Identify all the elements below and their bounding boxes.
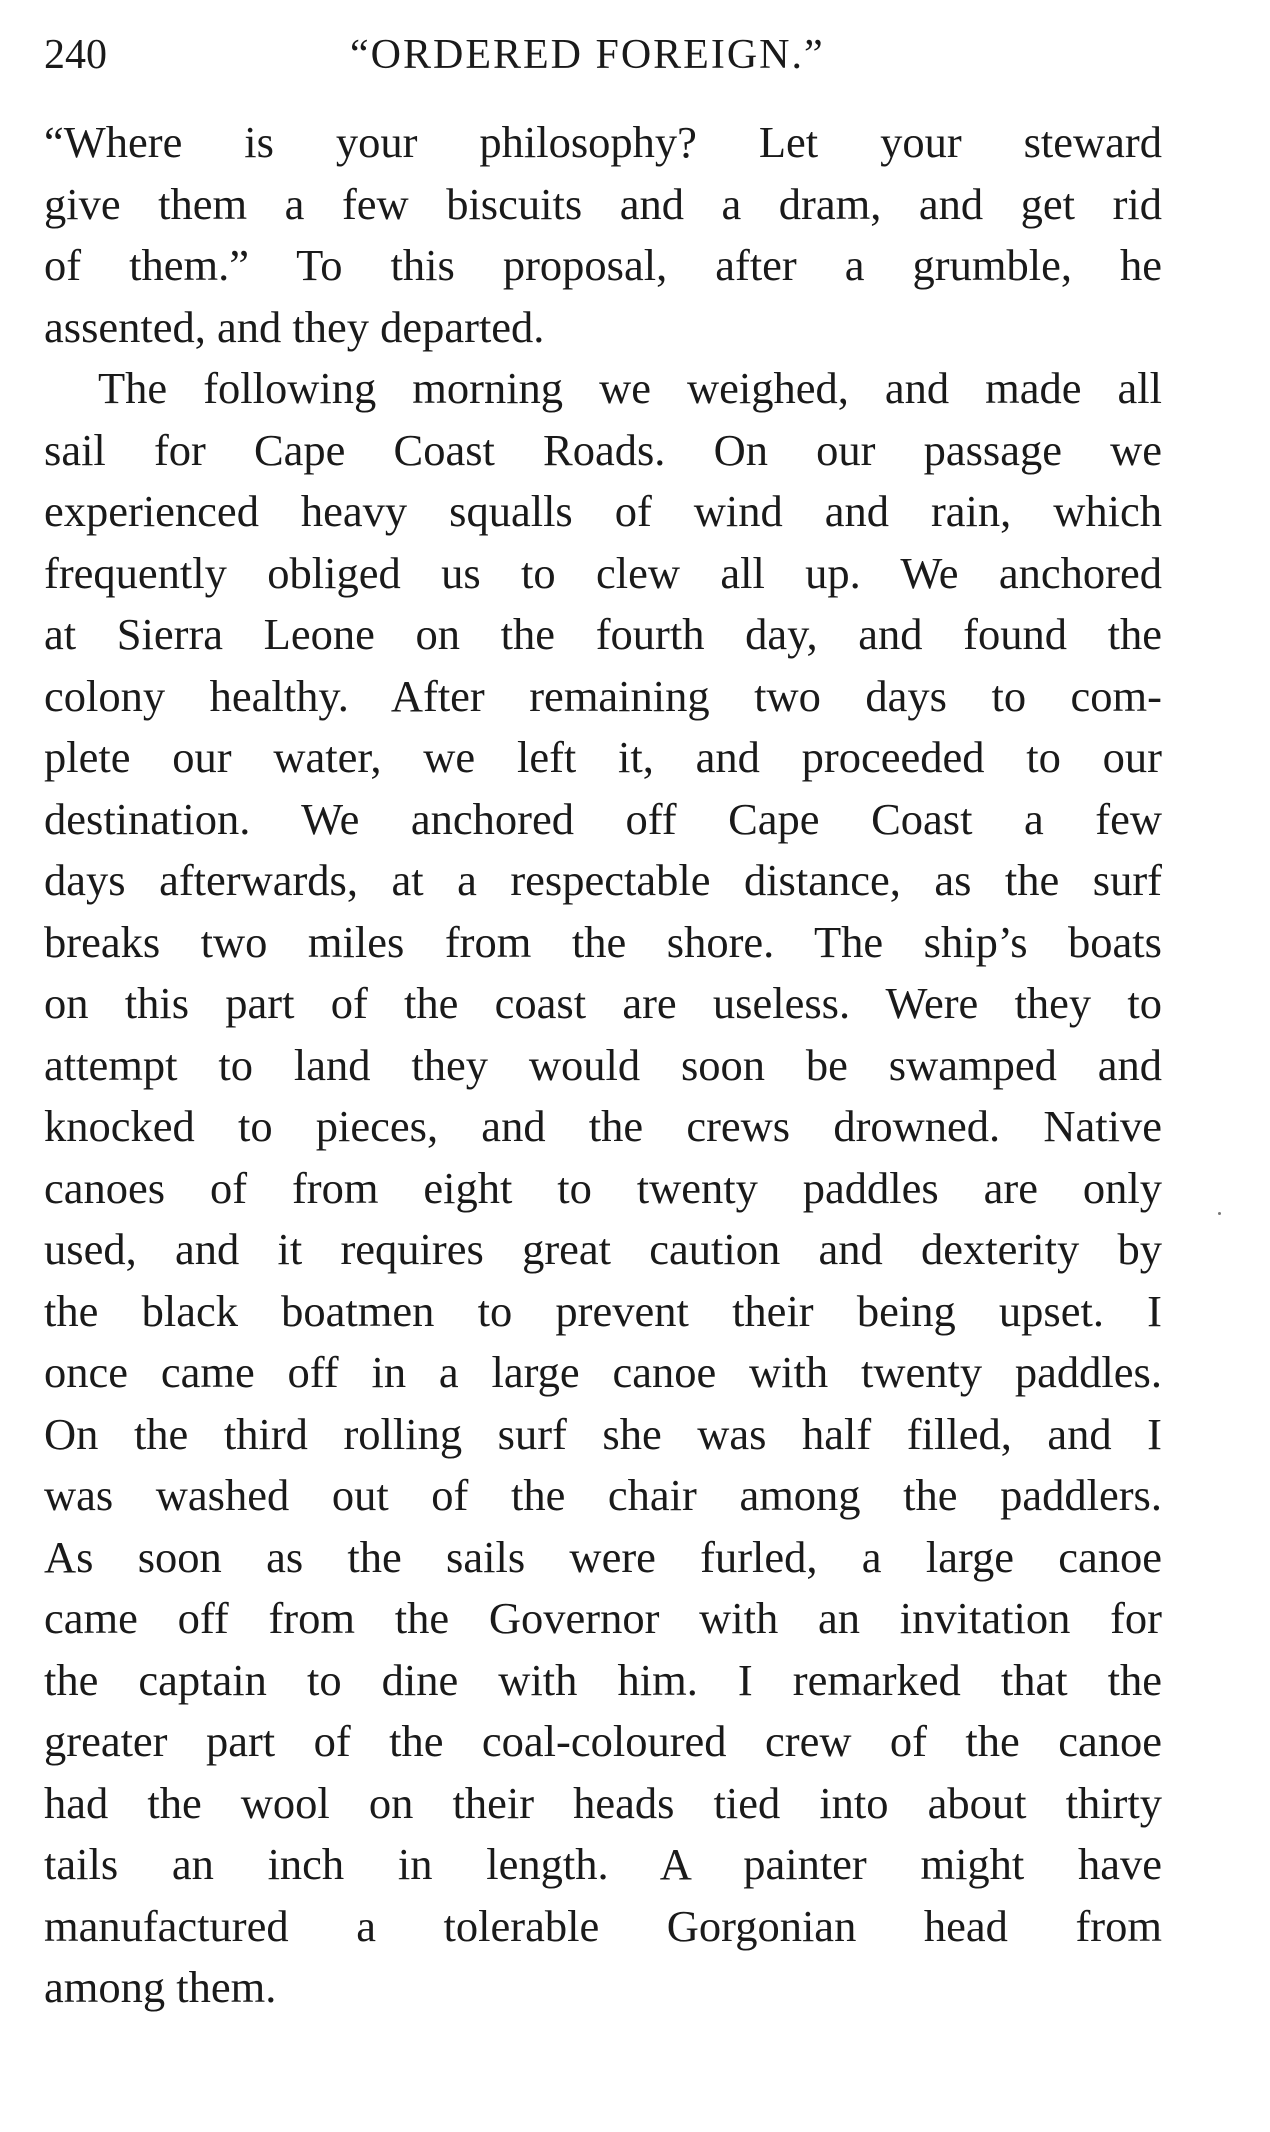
text-line: was washed out of the chair among the paddlers. bbox=[44, 1470, 1162, 1520]
text-line: came off from the Governor with an invitation for bbox=[44, 1593, 1162, 1643]
text-line: the black boatmen to prevent their being upset. I bbox=[44, 1285, 1162, 1336]
text-body bbox=[44, 112, 1162, 2019]
text-line: assented, and they departed. bbox=[44, 301, 545, 352]
text-line: canoes of from eight to twenty paddles are only bbox=[44, 1162, 1162, 1213]
text-line: used, and it requires great caution and dexterity by bbox=[44, 1224, 1162, 1274]
text-line: destination. We anchored off Cape Coast a few bbox=[44, 793, 1162, 844]
text-line: colony healthy. After remaining two days to com- bbox=[44, 670, 1162, 721]
text-line: As soon as the sails were furled, a large canoe bbox=[44, 1531, 1162, 1582]
paragraph bbox=[44, 112, 1162, 358]
text-line: days afterwards, at a respectable distance, as the surf bbox=[44, 855, 1162, 905]
text-line: of them.” To this proposal, after a grumble, he bbox=[44, 240, 1162, 290]
text-line: give them a few biscuits and a dram, and get rid bbox=[44, 178, 1162, 229]
text-line: frequently obliged us to clew all up. We anchored bbox=[44, 547, 1162, 598]
text-line: plete our water, we left it, and proceeded to our bbox=[44, 732, 1162, 782]
text-line: had the wool on their heads tied into about thirty bbox=[44, 1777, 1162, 1828]
text-line: greater part of the coal-coloured crew of the canoe bbox=[44, 1716, 1162, 1766]
text-line: once came off in a large canoe with twenty paddles. bbox=[44, 1347, 1162, 1397]
text-line: on this part of the coast are useless. Were they to bbox=[44, 978, 1162, 1028]
text-line: knocked to pieces, and the crews drowned. Native bbox=[44, 1101, 1162, 1151]
text-line: experienced heavy squalls of wind and rain, which bbox=[44, 486, 1162, 536]
text-line: On the third rolling surf she was half filled, and I bbox=[44, 1408, 1162, 1459]
running-title: “ORDERED FOREIGN.” bbox=[350, 32, 825, 78]
text-line: tails an inch in length. A painter might have bbox=[44, 1839, 1162, 1889]
text-line: attempt to land they would soon be swamped and bbox=[44, 1039, 1162, 1090]
text-line: among them. bbox=[44, 1962, 277, 2012]
text-line: The following morning we weighed, and made all bbox=[98, 363, 1162, 413]
text-line: at Sierra Leone on the fourth day, and found the bbox=[44, 609, 1162, 659]
page-number: 240 bbox=[44, 32, 107, 78]
text-line: sail for Cape Coast Roads. On our passage we bbox=[44, 424, 1162, 475]
running-head bbox=[44, 30, 1164, 80]
text-line: the captain to dine with him. I remarked that the bbox=[44, 1654, 1162, 1705]
paper-speck bbox=[1218, 1212, 1221, 1215]
text-line: manufactured a tolerable Gorgonian head from bbox=[44, 1900, 1162, 1951]
paragraph bbox=[44, 358, 1162, 2019]
text-line: breaks two miles from the shore. The ship’s boats bbox=[44, 916, 1162, 967]
text-line: “Where is your philosophy? Let your steward bbox=[44, 117, 1162, 167]
